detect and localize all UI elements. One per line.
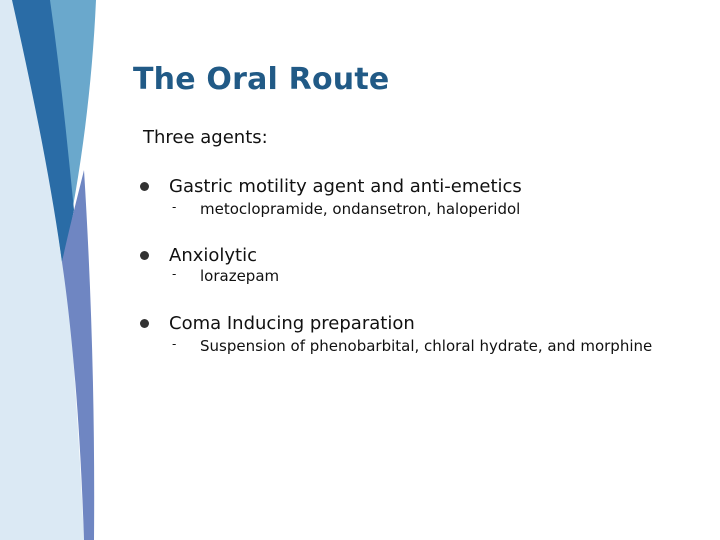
sub-item-label: Suspension of phenobarbital, chloral hydrate, and morphine bbox=[200, 337, 653, 355]
dash-marker: - bbox=[172, 337, 177, 351]
sub-item-label: lorazepam bbox=[200, 267, 280, 285]
bullet-label: Anxiolytic bbox=[169, 245, 257, 266]
bullet-label: Gastric motility agent and anti-emetics bbox=[169, 176, 522, 197]
bullet-dot-icon bbox=[140, 319, 149, 328]
bullet-dot-icon bbox=[140, 182, 149, 191]
dash-marker: - bbox=[172, 200, 177, 214]
decorative-side-bands bbox=[0, 0, 110, 540]
slide-title: The Oral Route bbox=[133, 62, 390, 97]
sub-item-label: metoclopramide, ondansetron, haloperidol bbox=[200, 200, 521, 218]
bullet-dot-icon bbox=[140, 251, 149, 260]
dash-marker: - bbox=[172, 267, 177, 281]
intro-text: Three agents: bbox=[143, 127, 268, 148]
bullet-label: Coma Inducing preparation bbox=[169, 313, 415, 334]
